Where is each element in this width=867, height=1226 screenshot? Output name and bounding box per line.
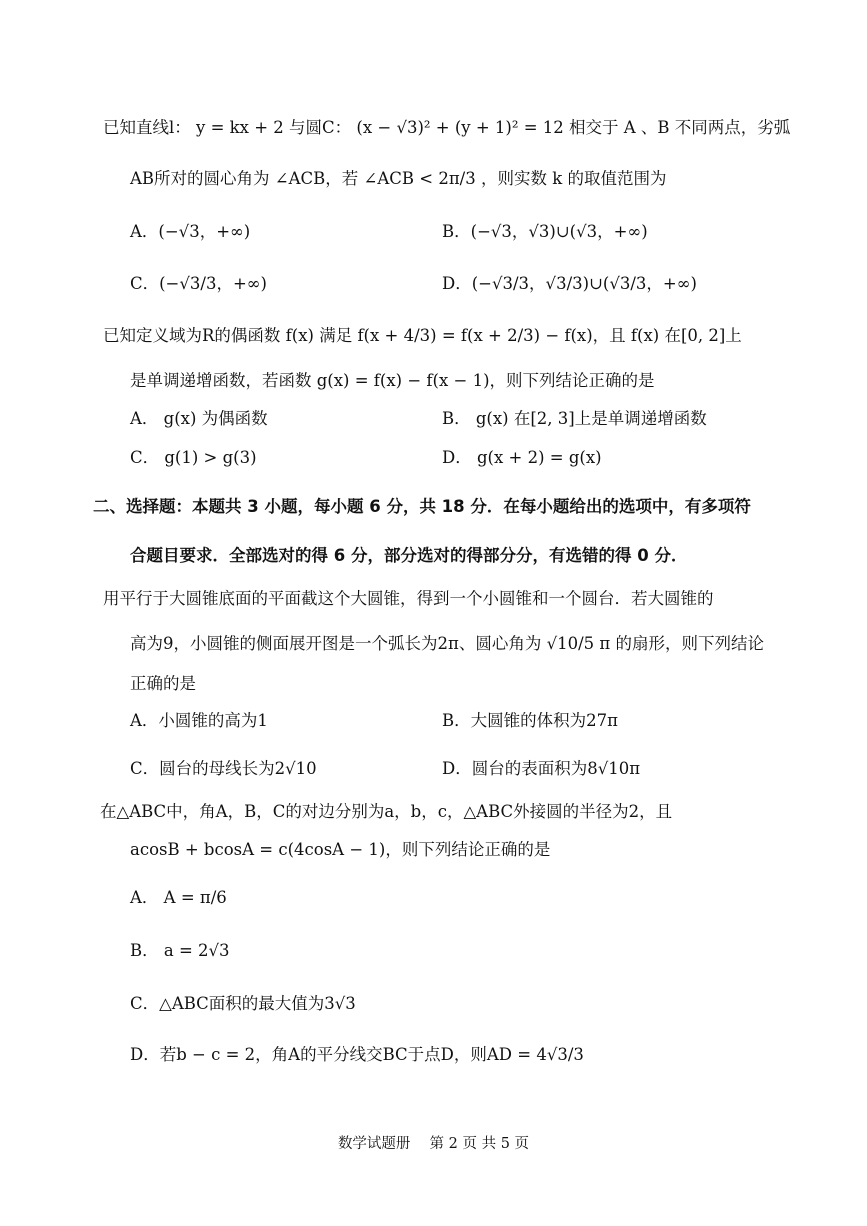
section2-line2: 合题目要求．全部选对的得 6 分，部分选对的得部分分，有选错的得 0 分． — [130, 546, 688, 565]
q7-text-1: 已知直线l： y = kx + 2 与圆C： (x − √3)² + (y + 1)² = 12 相交于 A 、B 不同两点，劣弧 — [103, 118, 791, 137]
q8-option-c: C． g(1) > g(3) — [130, 448, 257, 467]
q9-line1 — [103, 585, 714, 609]
q8-line2 — [130, 367, 655, 391]
q7-line1 — [103, 114, 790, 138]
q9-option-d: D．圆台的表面积为8√10π — [442, 759, 641, 778]
section2-line1: 二、选择题：本题共 3 小题，每小题 6 分，共 18 分．在每小题给出的选项中，有多项符 — [93, 497, 751, 516]
q7-text-2: AB所对的圆心角为 ∠ACB，若 ∠ACB < 2π/3 ，则实数 k 的取值范围为 — [130, 169, 667, 188]
q8-option-a: A． g(x) 为偶函数 — [130, 409, 268, 428]
q9-text-1: 用平行于大圆锥底面的平面截这个大圆锥，得到一个小圆锥和一个圆台．若大圆锥的 — [103, 589, 714, 608]
q10-line2 — [130, 836, 550, 860]
q10-text-1: 在△ABC中，角A，B，C的对边分别为a，b，c，△ABC外接圆的半径为2，且 — [100, 802, 673, 821]
q9-option-b: B．大圆锥的体积为27π — [442, 711, 618, 730]
q10-line1 — [100, 798, 672, 822]
page-footer: 数学试题册 第 2 页 共 5 页 — [337, 1136, 530, 1152]
q9-option-c: C．圆台的母线长为2√10 — [130, 759, 317, 778]
q10-option-d: D．若b − c = 2，角A的平分线交BC于点D，则AD = 4√3/3 — [130, 1045, 584, 1064]
q7-option-d: D．(−√3/3，√3/3)∪(√3/3，+∞) — [442, 274, 697, 293]
q9-text-2: 高为9，小圆锥的侧面展开图是一个弧长为2π、圆心角为 √10/5 π 的扇形，则下列结论 — [130, 634, 764, 653]
q8-line1 — [103, 322, 742, 346]
q9-option-a: A．小圆锥的高为1 — [130, 711, 268, 730]
q9-line2 — [130, 630, 764, 654]
q7-line2 — [130, 165, 666, 189]
q8-text-1: 已知定义域为R的偶函数 f(x) 满足 f(x + 4/3) = f(x + 2/3) − f(x)，且 f(x) 在[0, 2]上 — [103, 326, 742, 345]
q7-option-a: A．(−√3，+∞) — [130, 222, 251, 241]
q9-line3 — [130, 670, 196, 694]
q8-text-2: 是单调递增函数，若函数 g(x) = f(x) − f(x − 1)，则下列结论正确的是 — [130, 371, 655, 390]
q7-option-c: C．(−√3/3，+∞) — [130, 274, 267, 293]
q10-text-2: acosB + bcosA = c(4cosA − 1)，则下列结论正确的是 — [130, 840, 551, 859]
q10-option-a: A． A = π/6 — [130, 888, 227, 907]
q9-text-3: 正确的是 — [130, 674, 196, 693]
q8-option-b: B． g(x) 在[2, 3]上是单调递增函数 — [442, 409, 707, 428]
q8-option-d: D． g(x + 2) = g(x) — [442, 448, 602, 467]
q10-option-c: C．△ABC面积的最大值为3√3 — [130, 994, 356, 1013]
q10-option-b: B． a = 2√3 — [130, 941, 230, 960]
q7-option-b: B．(−√3，√3)∪(√3，+∞) — [442, 222, 648, 241]
